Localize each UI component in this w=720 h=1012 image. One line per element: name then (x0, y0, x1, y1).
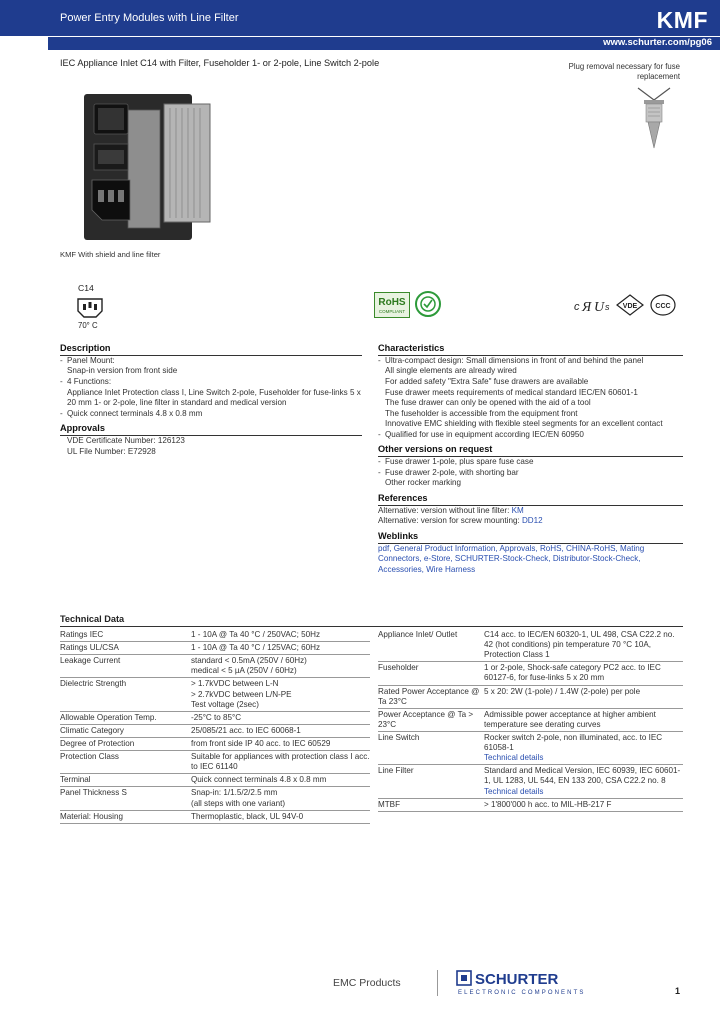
list-item: - Ultra-compact design: Small dimensions in front of and behind the panel (378, 356, 683, 367)
spec-value-text: 1 or 2-pole, Shock-safe category PC2 acc. to IEC 60127-6, for fuse-links 5 x 20 mm (484, 663, 661, 683)
table-row (60, 629, 370, 642)
product-caption: KMF With shield and line filter (60, 250, 161, 259)
page-subtitle: IEC Appliance Inlet C14 with Filter, Fuseholder 1- or 2-pole, Line Switch 2-pole (60, 58, 380, 68)
spec-label: MTBF (378, 798, 484, 811)
tech-table-right (378, 629, 683, 812)
divider (60, 626, 683, 627)
table-row (378, 731, 683, 764)
spec-value (484, 629, 683, 662)
spec-label: Ratings IEC (60, 629, 191, 642)
list-subitem: The fuseholder is accessible from the equipment front (385, 408, 578, 418)
table-row (60, 724, 370, 737)
spec-value (191, 751, 370, 774)
reference-text: Alternative: version without line filter: (378, 505, 512, 515)
reference-link-dd12[interactable]: DD12 (521, 516, 543, 526)
list-subitem: The fuse drawer can only be opened with the aid of a tool (385, 398, 591, 408)
table-row (60, 642, 370, 655)
weblinks-list[interactable]: pdf, General Product Information, Approvals, RoHS, CHINA-RoHS, Mating Connectors, e-Store, SCHURTER-Stock-Check, Distributor-Stock-Check, Accessories, Wire Harness (378, 543, 645, 574)
spec-value-text: Rocker switch 2-pole, non illuminated, acc. to IEC 61058-1 (484, 732, 663, 753)
spec-label: Climatic Category (60, 724, 191, 737)
spec-value-text: -25°C to 85°C (191, 712, 242, 722)
footer-brand-subline: ELECTRONIC COMPONENTS (458, 990, 586, 996)
table-row (60, 678, 370, 711)
table-row (378, 765, 683, 798)
product-code: KMF (656, 7, 708, 33)
spec-value-text: Thermoplastic, black, UL 94V-0 (191, 811, 304, 821)
spec-value-text: Snap-in: 1/1.5/2/2.5 mm (all steps with one variant) (191, 788, 286, 808)
weblinks-heading: Weblinks (378, 530, 419, 541)
list-subitem: All single elements are already wired (385, 366, 517, 376)
technical-details-link[interactable]: Technical details (484, 786, 544, 796)
spec-label: Appliance Inlet/ Outlet (378, 629, 484, 662)
list-subitem: Appliance Inlet Protection class I, Line Switch 2-pole, Fuseholder for fuse-links 5 x 20 mm 1- or 2-pole, line filter in standard and medical version (67, 387, 361, 408)
rohs-mark-text: RoHS (378, 297, 406, 308)
spec-label: Material: Housing (60, 810, 191, 823)
spec-value (484, 731, 683, 764)
references-heading: References (378, 492, 428, 503)
spec-value-text: Standard and Medical Version, IEC 60939, IEC 60601-1, UL 1283, UL 544, EN 133 200, CSA C22.2 no. 8 (484, 766, 681, 786)
svg-text:Я: Я (582, 300, 592, 315)
reference-line (378, 516, 683, 527)
spec-value (191, 629, 370, 642)
spec-value (191, 787, 370, 810)
list-item: - Qualified for use in equipment according IEC/EN 60950 (378, 430, 683, 441)
spec-value (191, 810, 370, 823)
spec-label: Allowable Operation Temp. (60, 711, 191, 724)
technical-details-link[interactable]: Technical details (484, 753, 544, 763)
page-number: 1 (675, 986, 681, 996)
spec-value-text: > 1.7kVDC between L-N > 2.7kVDC between L/N-PE Test voltage (2sec) (191, 679, 292, 709)
schurter-logo (456, 968, 586, 988)
url-bar (48, 37, 720, 50)
spec-value (191, 655, 370, 678)
footer-divider (437, 970, 438, 996)
spec-value (484, 765, 683, 798)
spec-label: Dielectric Strength (60, 678, 191, 711)
spec-value (191, 774, 370, 787)
spec-value-text: 1 - 10A @ Ta 40 °C / 250VAC; 50Hz (191, 630, 321, 639)
reference-line (378, 506, 683, 517)
spec-label: Terminal (60, 774, 191, 787)
table-row (60, 737, 370, 750)
spec-label: Power Acceptance @ Ta > 23°C (378, 708, 484, 731)
table-row (60, 751, 370, 774)
approvals-heading: Approvals (60, 423, 105, 434)
spec-value-text: Admissible power acceptance at higher ambient temperature see derating curves (484, 709, 656, 729)
ccc-icon (650, 294, 676, 316)
list-subitem: For added safety "Extra Safe" fuse drawers are available (385, 376, 589, 386)
spec-value (484, 685, 683, 708)
table-row (60, 711, 370, 724)
left-column (60, 342, 362, 457)
table-row (60, 787, 370, 810)
table-row (60, 774, 370, 787)
tech-table-left (60, 629, 370, 824)
spec-value-text: from front side IP 40 acc. to IEC 60529 (191, 738, 331, 748)
schurter-logo-text: SCHURTER (475, 971, 559, 988)
spec-value-text: C14 acc. to IEC/EN 60320-1, UL 498, CSA C22.2 no. 42 (hot conditions) pin temperature 70 °C 10A, Protection Class 1 (484, 630, 675, 660)
table-row (378, 685, 683, 708)
svg-text:s: s (605, 302, 610, 312)
list-item: - Panel Mount: (60, 356, 362, 367)
spec-value (191, 737, 370, 750)
technical-data-heading: Technical Data (60, 614, 125, 624)
spec-value-text: Quick connect terminals 4.8 x 0.8 mm (191, 775, 327, 785)
svg-text:c: c (574, 301, 580, 313)
china-rohs-icon (414, 290, 442, 318)
c14-temperature: 70° C (78, 321, 98, 330)
c14-inlet-icon (75, 296, 105, 320)
right-column (378, 342, 683, 575)
spec-value-text: Suitable for appliances with protection class I acc. to IEC 61140 (191, 752, 370, 772)
spec-value (484, 662, 683, 685)
header-bar (0, 0, 720, 36)
spec-label: Ratings UL/CSA (60, 642, 191, 655)
list-subitem: Innovative EMC shielding with flexible steel segments for an excellent contact (385, 419, 663, 429)
approval-line: VDE Certificate Number: 126123 (67, 436, 185, 445)
table-row (378, 798, 683, 811)
header-title: Power Entry Modules with Line Filter (60, 12, 239, 24)
spec-value (191, 711, 370, 724)
footer-category: EMC Products (333, 977, 401, 989)
spec-value-text: 1 - 10A @ Ta 40 °C / 125VAC; 60Hz (191, 643, 321, 653)
spec-value (191, 642, 370, 655)
table-row (378, 662, 683, 685)
list-item: - Fuse drawer 2-pole, with shorting bar (378, 468, 683, 479)
list-item: - 4 Functions: (60, 377, 362, 388)
table-row (378, 629, 683, 662)
list-subitem: Fuse drawer meets requirements of medical standard IEC/EN 60601-1 (385, 387, 638, 397)
spec-value-text: 5 x 20: 2W (1-pole) / 1.4W (2-pole) per pole (484, 686, 641, 696)
list-subitem: Snap-in version from front side (67, 366, 178, 376)
spec-value-text: 25/085/21 acc. to IEC 60068-1 (191, 725, 301, 735)
spec-label: Line Switch (378, 731, 484, 764)
ul-recognized-icon (572, 296, 612, 316)
spec-value (484, 798, 683, 811)
list-item: - Fuse drawer 1-pole, plus spare fuse case (378, 457, 683, 468)
rohs-compliant-text: COMPLIANT (378, 309, 406, 314)
spec-label: Panel Thickness S (60, 787, 191, 810)
spec-label: Line Filter (378, 765, 484, 798)
spec-label: Rated Power Acceptance @ Ta 23°C (378, 685, 484, 708)
list-subitem: Other rocker marking (385, 478, 462, 488)
vde-mark-text: VDE (622, 303, 638, 310)
rohs-icon (374, 292, 410, 318)
characteristics-heading: Characteristics (378, 343, 445, 353)
plug-removal-icon (634, 86, 674, 150)
spec-value (191, 678, 370, 711)
spec-label: Protection Class (60, 751, 191, 774)
spec-value-text: standard < 0.5mA (250V / 60Hz) medical < 5 µA (250V / 60Hz) (191, 656, 307, 676)
spec-label: Degree of Protection (60, 737, 191, 750)
reference-link-km[interactable]: KM (511, 505, 524, 515)
spec-value (484, 708, 683, 731)
description-heading: Description (60, 343, 111, 353)
website-link[interactable]: www.schurter.com/pg06 (603, 37, 712, 48)
vde-icon (616, 294, 644, 316)
table-row (60, 810, 370, 823)
plug-removal-note: Plug removal necessary for fuse replacement (568, 62, 680, 82)
list-item: - Quick connect terminals 4.8 x 0.8 mm (60, 409, 362, 420)
spec-label: Leakage Current (60, 655, 191, 678)
spec-value (191, 724, 370, 737)
other-versions-heading: Other versions on request (378, 444, 493, 455)
c14-label: C14 (78, 283, 94, 293)
approval-line: UL File Number: E72928 (67, 446, 156, 456)
table-row (378, 708, 683, 731)
reference-text: Alternative: version for screw mounting: (378, 516, 522, 526)
svg-text:CCC: CCC (655, 303, 671, 310)
svg-text:U: U (594, 300, 605, 315)
spec-value-text: > 1'800'000 h acc. to MIL-HB-217 F (484, 799, 612, 809)
spec-label: Fuseholder (378, 662, 484, 685)
table-row (60, 655, 370, 678)
product-image (78, 90, 218, 246)
